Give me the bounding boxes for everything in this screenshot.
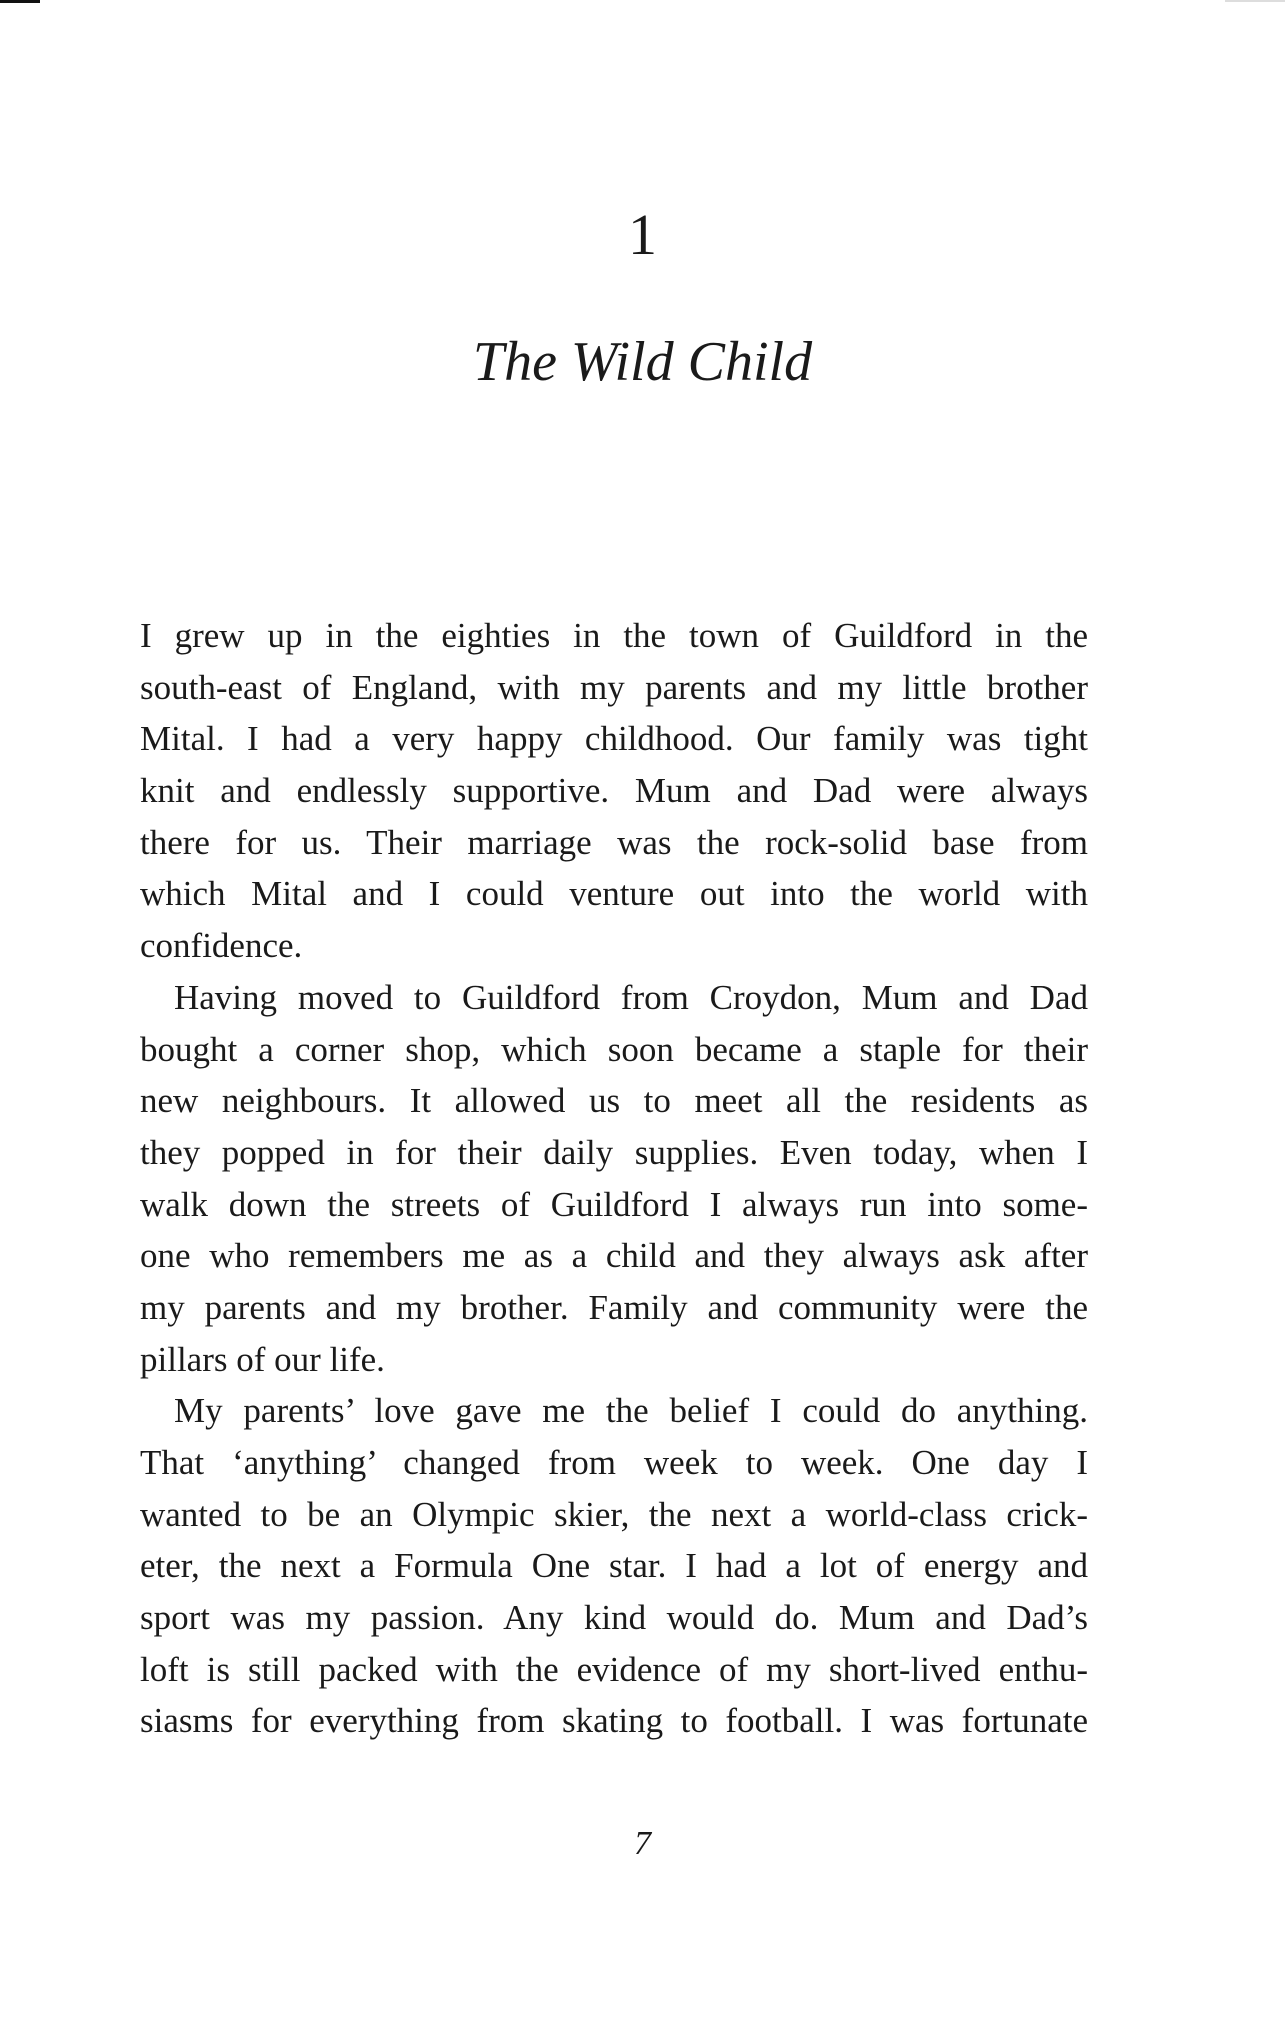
- text-line: bought a corner shop, which soon became a staple for their: [140, 1029, 1088, 1069]
- text-line: wanted to be an Olympic skier, the next a world-class crick-: [140, 1494, 1088, 1534]
- text-line: walk down the streets of Guildford I always run into some-: [140, 1184, 1088, 1224]
- text-line: which Mital and I could venture out into the world with: [140, 874, 1088, 914]
- text-line: my parents and my brother. Family and community were the: [140, 1287, 1088, 1327]
- text-line: pillars of our life.: [140, 1339, 385, 1379]
- scan-edge-mark: [0, 0, 40, 3]
- paragraph: [140, 610, 1088, 972]
- text-line: south-east of England, with my parents and my little brother: [140, 667, 1088, 707]
- paragraph: [140, 972, 1088, 1386]
- text-line: there for us. Their marriage was the rock-solid base from: [140, 822, 1088, 862]
- text-line: new neighbours. It allowed us to meet all the residents as: [140, 1081, 1088, 1121]
- text-line: That ‘anything’ changed from week to week. One day I: [140, 1443, 1088, 1482]
- text-line: I grew up in the eighties in the town of Guildford in the: [140, 616, 1088, 655]
- text-line: Mital. I had a very happy childhood. Our family was tight: [140, 719, 1088, 759]
- text-line: My parents’ love gave me the belief I could do anything.: [174, 1391, 1088, 1431]
- text-line: one who remembers me as a child and they always ask after: [140, 1236, 1088, 1276]
- text-line: they popped in for their daily supplies. Even today, when I: [140, 1132, 1088, 1172]
- scan-edge-mark: [1225, 0, 1285, 2]
- page-number: 7: [634, 1825, 651, 1862]
- text-line: Having moved to Guildford from Croydon, Mum and Dad: [174, 977, 1088, 1017]
- paragraph: [140, 1385, 1088, 1747]
- text-line: siasms for everything from skating to football. I was fortunate: [140, 1701, 1088, 1741]
- text-line: loft is still packed with the evidence of my short-lived enthu-: [140, 1649, 1088, 1689]
- body-text: [140, 610, 1088, 1747]
- text-line: confidence.: [140, 926, 303, 966]
- chapter-number: 1: [628, 202, 657, 267]
- text-line: eter, the next a Formula One star. I had a lot of energy and: [140, 1546, 1088, 1586]
- chapter-title: The Wild Child: [472, 331, 813, 393]
- text-line: knit and endlessly supportive. Mum and Dad were always: [140, 771, 1088, 811]
- text-line: sport was my passion. Any kind would do. Mum and Dad’s: [140, 1598, 1088, 1638]
